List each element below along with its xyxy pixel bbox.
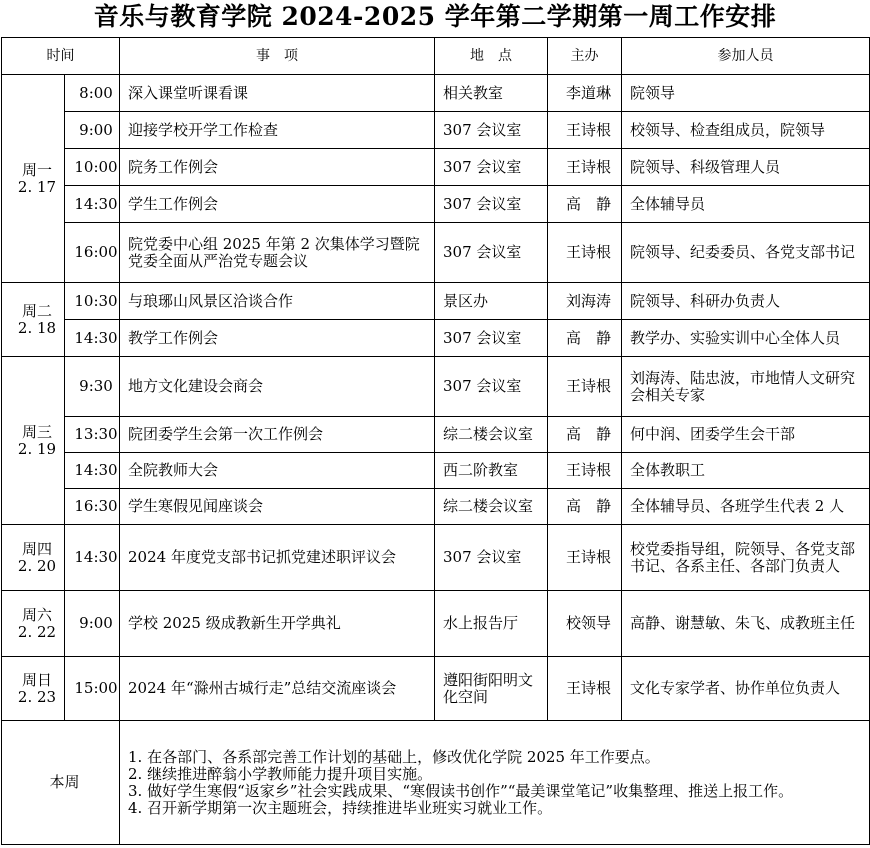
host-cell: 王诗根 [548, 525, 622, 591]
item-cell: 学校 2025 级成教新生开学典礼 [120, 591, 435, 657]
table-row [2, 186, 870, 223]
page-title: 音乐与教育学院 2024-2025 学年第二学期第一周工作安排 [93, 2, 777, 31]
week-notes [120, 721, 870, 845]
people-cell: 校党委指导组，院领导、各党支部书记、各系主任、各部门负责人 [622, 525, 870, 591]
time-cell: 14:30 [65, 186, 120, 223]
place-cell: 307 会议室 [435, 357, 548, 417]
people-cell: 院领导、纪委委员、各党支部书记 [622, 223, 870, 283]
item-cell: 2024 年“滁州古城行走”总结交流座谈会 [120, 657, 435, 721]
table-row [2, 283, 870, 320]
place-cell: 相关教室 [435, 75, 548, 112]
day-cell [2, 657, 65, 721]
place-cell: 景区办 [435, 283, 548, 320]
item-cell: 深入课堂听课看课 [120, 75, 435, 112]
header-row [2, 38, 870, 75]
table-row [2, 591, 870, 657]
day-date: 2. 23 [17, 687, 57, 706]
day-cell [2, 283, 65, 357]
day-date: 2. 17 [17, 177, 57, 196]
time-cell: 14:30 [65, 320, 120, 357]
people-cell: 校领导、检查组成员，院领导 [622, 112, 870, 149]
week-note-item: 3. 做好学生寒假“返家乡”社会实践成果、“寒假读书创作”“最美课堂笔记”收集整理、推送上报工作。 [128, 781, 794, 800]
schedule-body [2, 75, 870, 845]
people-cell: 全体辅导员 [622, 186, 870, 223]
day-date: 2. 18 [17, 318, 57, 337]
host-cell: 李道琳 [548, 75, 622, 112]
day-cell [2, 75, 65, 283]
item-cell: 全院教师大会 [120, 453, 435, 489]
people-cell: 刘海涛、陆忠波，市地情人文研究会相关专家 [622, 357, 870, 417]
day-cell [2, 357, 65, 525]
table-row [2, 417, 870, 453]
place-cell: 综二楼会议室 [435, 489, 548, 525]
people-cell: 何中润、团委学生会干部 [622, 417, 870, 453]
day-date: 2. 20 [17, 556, 57, 575]
item-cell: 院团委学生会第一次工作例会 [120, 417, 435, 453]
time-cell: 16:00 [65, 223, 120, 283]
host-cell: 王诗根 [548, 657, 622, 721]
people-cell: 全体辅导员、各班学生代表 2 人 [622, 489, 870, 525]
item-cell: 教学工作例会 [120, 320, 435, 357]
host-cell: 王诗根 [548, 112, 622, 149]
day-label: 周四 [21, 539, 52, 558]
host-cell: 高 静 [548, 186, 622, 223]
host-cell: 高 静 [548, 489, 622, 525]
time-cell: 9:00 [65, 112, 120, 149]
item-cell: 院务工作例会 [120, 149, 435, 186]
day-label: 周二 [21, 301, 52, 320]
table-row [2, 223, 870, 283]
week-note-item: 1. 在各部门、各系部完善工作计划的基础上，修改优化学院 2025 年工作要点。 [128, 747, 660, 766]
host-cell: 王诗根 [548, 149, 622, 186]
header-place: 地 点 [435, 38, 548, 75]
time-cell: 9:00 [65, 591, 120, 657]
time-cell: 16:30 [65, 489, 120, 525]
place-cell: 307 会议室 [435, 186, 548, 223]
time-cell: 10:00 [65, 149, 120, 186]
week-note-item: 4. 召开新学期第一次主题班会，持续推进毕业班实习就业工作。 [128, 798, 553, 817]
table-row [2, 75, 870, 112]
host-cell: 王诗根 [548, 357, 622, 417]
time-cell: 14:30 [65, 525, 120, 591]
time-cell: 14:30 [65, 453, 120, 489]
place-cell: 307 会议室 [435, 112, 548, 149]
schedule-table [1, 37, 870, 845]
host-cell: 王诗根 [548, 223, 622, 283]
time-cell: 8:00 [65, 75, 120, 112]
table-row [2, 149, 870, 186]
item-cell: 迎接学校开学工作检查 [120, 112, 435, 149]
item-cell: 学生寒假见闻座谈会 [120, 489, 435, 525]
table-row [2, 112, 870, 149]
header-host: 主办 [548, 38, 622, 75]
day-label: 周日 [21, 670, 52, 689]
people-cell: 院领导、科级管理人员 [622, 149, 870, 186]
people-cell: 院领导 [622, 75, 870, 112]
time-cell: 15:00 [65, 657, 120, 721]
day-label: 周一 [21, 160, 52, 179]
place-cell: 307 会议室 [435, 149, 548, 186]
item-cell: 与琅琊山风景区洽谈合作 [120, 283, 435, 320]
place-cell: 西二阶教室 [435, 453, 548, 489]
time-cell: 9:30 [65, 357, 120, 417]
day-label: 周三 [21, 422, 52, 441]
host-cell: 校领导 [548, 591, 622, 657]
place-cell: 307 会议室 [435, 320, 548, 357]
host-cell: 高 静 [548, 320, 622, 357]
place-cell: 水上报告厅 [435, 591, 548, 657]
day-cell [2, 525, 65, 591]
header-item: 事 项 [120, 38, 435, 75]
header-people: 参加人员 [622, 38, 870, 75]
week-label: 本周 [2, 721, 120, 845]
item-cell: 2024 年度党支部书记抓党建述职评议会 [120, 525, 435, 591]
people-cell: 院领导、科研办负责人 [622, 283, 870, 320]
people-cell: 教学办、实验实训中心全体人员 [622, 320, 870, 357]
place-cell: 307 会议室 [435, 223, 548, 283]
header-time: 时间 [2, 38, 120, 75]
table-row [2, 320, 870, 357]
table-row [2, 489, 870, 525]
table-row [2, 525, 870, 591]
host-cell: 刘海涛 [548, 283, 622, 320]
people-cell: 文化专家学者、协作单位负责人 [622, 657, 870, 721]
week-notes-row [2, 721, 870, 845]
people-cell: 全体教职工 [622, 453, 870, 489]
table-row [2, 657, 870, 721]
day-cell [2, 591, 65, 657]
place-cell: 307 会议室 [435, 525, 548, 591]
day-date: 2. 22 [17, 622, 57, 641]
day-date: 2. 19 [17, 439, 57, 458]
week-note-item: 2. 继续推进醉翁小学教师能力提升项目实施。 [128, 764, 433, 783]
time-cell: 10:30 [65, 283, 120, 320]
item-cell: 院党委中心组 2025 年第 2 次集体学习暨院党委全面从严治党专题会议 [120, 223, 435, 283]
host-cell: 高 静 [548, 417, 622, 453]
table-row [2, 357, 870, 417]
item-cell: 地方文化建设会商会 [120, 357, 435, 417]
table-row [2, 453, 870, 489]
time-cell: 13:30 [65, 417, 120, 453]
day-label: 周六 [21, 605, 52, 624]
place-cell: 遵阳街阳明文化空间 [435, 657, 548, 721]
people-cell: 高静、谢慧敏、朱飞、成教班主任 [622, 591, 870, 657]
place-cell: 综二楼会议室 [435, 417, 548, 453]
host-cell: 王诗根 [548, 453, 622, 489]
item-cell: 学生工作例会 [120, 186, 435, 223]
